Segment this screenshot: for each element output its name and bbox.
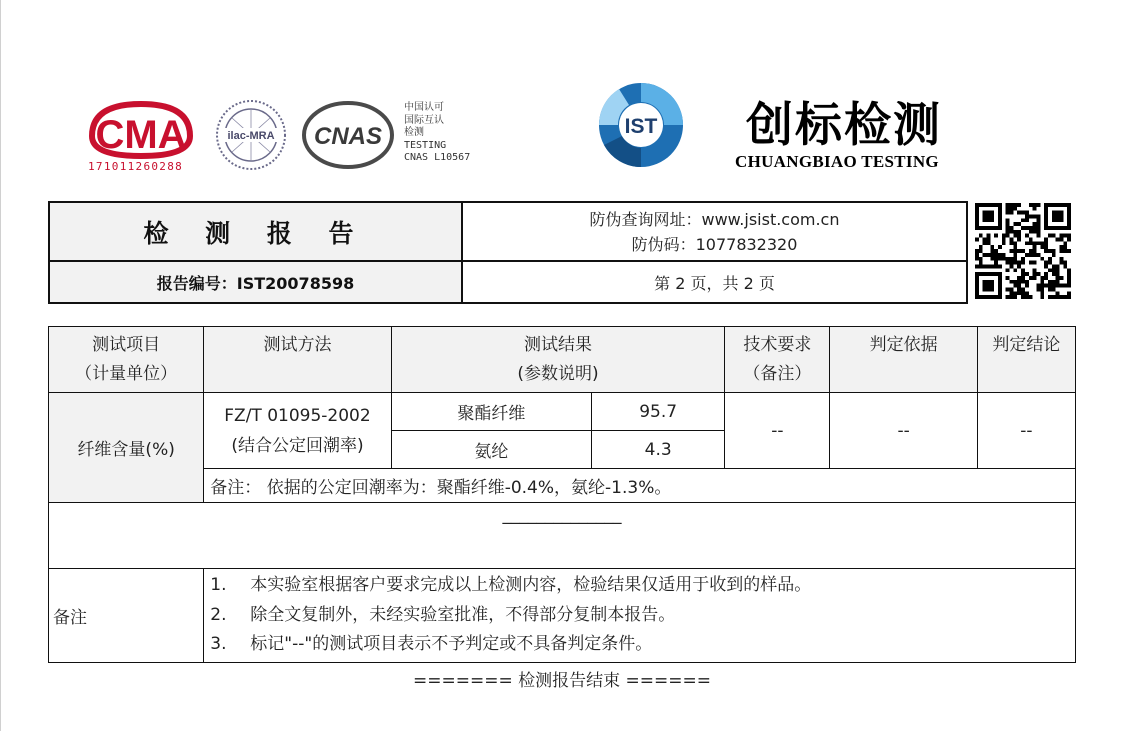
anti-fake-info — [462, 202, 967, 261]
ist-logo — [594, 79, 688, 171]
brand-name-cn: 创标检测 — [746, 98, 942, 153]
header-line: 判定依据 — [869, 335, 938, 355]
ilac-logo-text: ilac-MRA — [227, 130, 275, 142]
cnas-caption — [404, 102, 470, 165]
report-header-table — [48, 201, 968, 304]
header-line: （计量单位） — [75, 364, 178, 384]
page-edge-line — [0, 0, 1, 731]
table-header-row — [49, 327, 1076, 393]
notes-row — [49, 569, 1076, 663]
result-name-cell: 氨纶 — [391, 431, 591, 469]
note-text: 本实验室根据客户要求完成以上检测内容，检验结果仅适用于收到的样品。 — [250, 575, 812, 595]
result-name-cell: 聚酯纤维 — [391, 393, 591, 431]
notes-list — [204, 569, 1076, 663]
note-number: 2. — [210, 604, 227, 625]
page-info: 第 2 页，共 2 页 — [462, 261, 967, 303]
note-text: 除全文复制外，未经实验室批准，不得部分复制本报告。 — [250, 604, 676, 625]
result-value-cell: 95.7 — [592, 393, 725, 431]
conclusion-cell: -- — [977, 393, 1075, 469]
cnas-caption-line: 国际互认 — [404, 114, 444, 126]
report-end-line: ======= 检测报告结束 ====== — [413, 671, 711, 691]
anti-fake-code: 防伪码：1077832320 — [631, 234, 798, 254]
list-item — [210, 571, 1069, 601]
test-results-table — [48, 326, 1076, 663]
ilac-mra-logo — [214, 98, 288, 172]
cnas-caption-line: TESTING — [404, 139, 447, 151]
header-line: 测试项目 — [92, 335, 161, 355]
header-line: 测试结果 — [523, 335, 592, 355]
requirement-cell: -- — [725, 393, 830, 469]
brand-name-en: CHUANGBIAO TESTING — [735, 152, 939, 171]
list-item — [210, 630, 1069, 660]
cnas-caption-line: 中国认可 — [404, 102, 444, 113]
report-title: 检 测 报 告 — [49, 202, 462, 261]
header-test-method — [204, 327, 391, 393]
header-conclusion — [977, 327, 1075, 393]
cnas-logo — [302, 101, 394, 169]
header-line: (参数说明) — [517, 364, 599, 384]
test-item-cell: 纤维含量(%) — [49, 393, 204, 503]
table-row — [49, 503, 1076, 569]
list-item — [210, 601, 1069, 631]
cnas-caption-line: CNAS L10567 — [404, 152, 471, 163]
report-number: 报告编号：IST20078598 — [49, 261, 462, 303]
note-number: 1. — [210, 575, 227, 595]
note-text: 标记"--"的测试项目表示不予判定或不具备判定条件。 — [250, 634, 653, 654]
header-requirement — [725, 327, 830, 393]
header-line: （备注） — [743, 364, 812, 384]
header-line: 判定结论 — [992, 335, 1061, 355]
cma-logo-text: CMA — [95, 113, 187, 157]
header-test-item — [49, 327, 204, 393]
header-line: 测试方法 — [263, 335, 332, 355]
test-method-cell — [204, 393, 391, 469]
remark-cell: 备注： 依据的公定回潮率为：聚酯纤维-0.4%，氨纶-1.3%。 — [204, 469, 1076, 503]
result-value-cell: 4.3 — [592, 431, 725, 469]
qr-code[interactable] — [975, 203, 1071, 299]
notes-label: 备注 — [49, 569, 204, 663]
method-line: FZ/T 01095-2002 — [224, 405, 371, 426]
header-basis — [830, 327, 977, 393]
method-line: (结合公定回潮率) — [231, 435, 364, 456]
table-row — [49, 393, 1076, 431]
header-test-result — [391, 327, 725, 393]
header-line: 技术要求 — [743, 335, 812, 355]
note-number: 3. — [210, 634, 227, 654]
ist-logo-text: IST — [624, 115, 658, 138]
cma-number: 171011260288 — [88, 160, 184, 173]
basis-cell: -- — [830, 393, 977, 469]
query-url[interactable]: 防伪查询网址：www.jsist.com.cn — [589, 209, 840, 229]
separator-cell: ______________ — [49, 503, 1076, 569]
cnas-caption-line: 检测 — [404, 127, 424, 138]
cnas-logo-text: CNAS — [313, 123, 383, 150]
